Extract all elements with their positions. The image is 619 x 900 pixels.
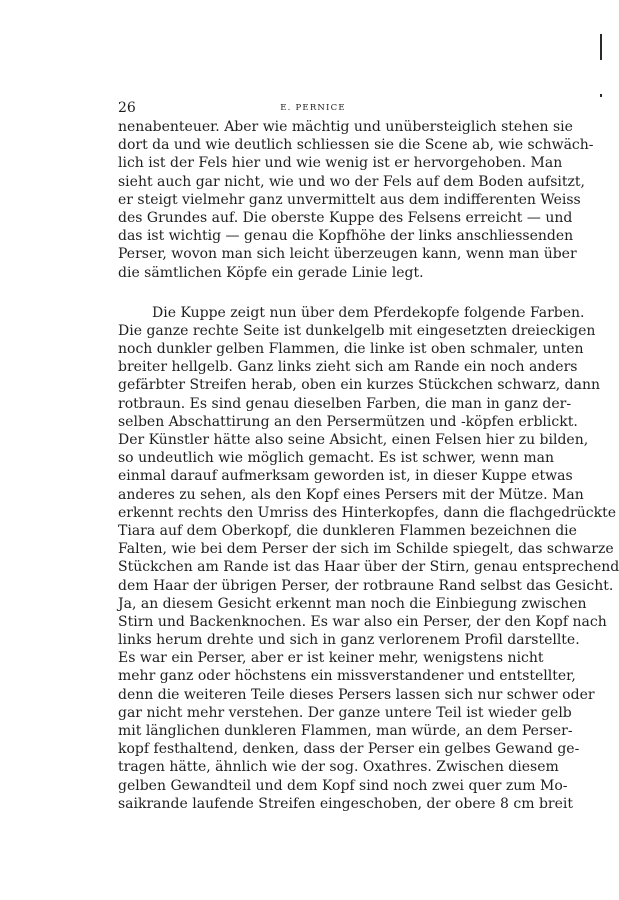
text-line: die sämtlichen Köpfe ein gerade Linie legt. [118, 264, 424, 281]
text-line: das ist wichtig — genau die Kopfhöhe der links anschliessenden [118, 228, 574, 245]
text-line: kopf festhaltend, denken, dass der Perser ein gelbes Gewand ge- [118, 741, 580, 758]
text-line: Die ganze rechte Seite ist dunkelgelb mit eingesetzten dreieckigen [118, 322, 596, 339]
text-line: anderes zu sehen, als den Kopf eines Persers mit der Mütze. Man [118, 486, 584, 503]
text-line: Tiara auf dem Oberkopf, die dunkleren Flammen bezeichnen die [118, 522, 577, 539]
text-line: erkennt rechts den Umriss des Hinterkopfes, dann die flachgedrückte [118, 504, 617, 521]
text-line: Ja, an diesem Gesicht erkennt man noch die Einbiegung zwischen [118, 595, 587, 612]
text-line: er steigt vielmehr ganz unvermittelt aus dem indifferenten Weiss [118, 191, 581, 208]
text-line: mehr ganz oder höchstens ein missverstandener und entstellter, [118, 668, 576, 685]
page-edge-dot [600, 94, 602, 97]
text-line: selben Abschattirung an den Persermützen und -köpfen erblickt. [118, 413, 578, 430]
page-number: 26 [118, 100, 136, 116]
text-line: Falten, wie bei dem Perser der sich im Schilde spiegelt, das schwarze [118, 541, 614, 558]
text-line: gar nicht mehr verstehen. Der ganze untere Teil ist wieder gelb [118, 704, 572, 721]
text-line: rotbraun. Es sind genau dieselben Farben, die man in ganz der- [118, 395, 572, 412]
page-header [118, 100, 508, 116]
paragraph-1 [118, 118, 594, 282]
text-line: des Grundes auf. Die oberste Kuppe des Felsens erreicht — und [118, 209, 573, 226]
text-line: noch dunkler gelben Flammen, die linke ist oben schmaler, unten [118, 341, 584, 358]
text-line: Stirn und Backenknochen. Es war also ein Perser, der den Kopf nach [118, 613, 607, 630]
text-line: einmal darauf aufmerksam geworden ist, in dieser Kuppe etwas [118, 468, 573, 485]
text-line: lich ist der Fels hier und wie wenig ist er hervorgehoben. Man [118, 155, 563, 172]
text-line: Stückchen am Rande ist das Haar über der Stirn, genau entsprechend [118, 559, 619, 576]
text-line: tragen hätte, ähnlich wie der sog. Oxathres. Zwischen diesem [118, 759, 559, 776]
text-line: so undeutlich wie möglich gemacht. Es ist schwer, wenn man [118, 450, 554, 467]
text-line: nenabenteuer. Aber wie mächtig und unübersteiglich stehen sie [118, 119, 573, 135]
page-edge-mark [600, 34, 602, 60]
running-head: E. PERNICE [280, 103, 346, 113]
text-line: gelben Gewandteil und dem Kopf sind noch zwei quer zum Mo- [118, 777, 568, 794]
text-line: mit länglichen dunkleren Flammen, man würde, an dem Perser- [118, 723, 573, 739]
text-line: Perser, wovon man sich leicht überzeugen kann, wenn man über [118, 246, 577, 263]
text-line: dort da und wie deutlich schliessen sie die Scene ab, wie schwäch- [118, 137, 594, 154]
text-line: Es war ein Perser, aber er ist keiner mehr, wenigstens nicht [118, 650, 544, 667]
text-line: saikrande laufende Streifen eingeschoben, der obere 8 cm breit [118, 795, 573, 812]
text-line: sieht auch gar nicht, wie und wo der Fels auf dem Boden aufsitzt, [118, 173, 585, 190]
text-line: gefärbter Streifen herab, oben ein kurzes Stückchen schwarz, dann [118, 377, 601, 394]
text-line: Die Kuppe zeigt nun über dem Pferdekopfe folgende Farben. [152, 304, 585, 321]
text-line: breiter hellgelb. Ganz links zieht sich am Rande ein noch anders [118, 359, 578, 376]
body-text [118, 118, 619, 813]
text-line: denn die weiteren Teile dieses Persers lassen sich nur schwer oder [118, 686, 595, 703]
text-line: links herum drehte und sich in ganz verlorenem Profil darstellte. [118, 632, 580, 649]
text-line: dem Haar der übrigen Perser, der rotbraune Rand selbst das Gesicht. [118, 577, 614, 594]
paragraph-2 [118, 304, 619, 813]
text-line: Der Künstler hätte also seine Absicht, einen Felsen hier zu bilden, [118, 432, 589, 448]
